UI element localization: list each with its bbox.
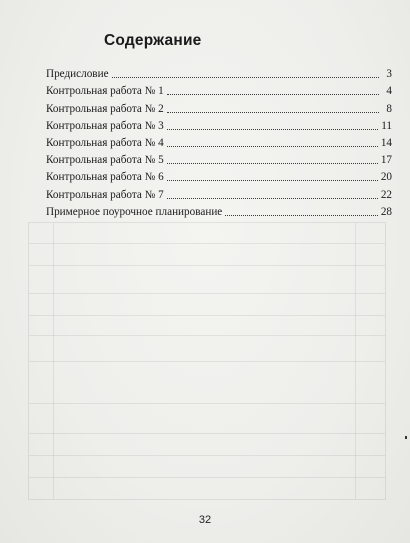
dot-leader	[167, 128, 379, 130]
toc-entry-label: Контрольная работа № 5	[46, 154, 164, 167]
dot-leader	[167, 111, 379, 113]
toc-entry[interactable]	[46, 167, 392, 184]
toc-entry-label: Контрольная работа № 3	[46, 119, 164, 132]
toc-entry[interactable]	[46, 98, 392, 115]
margin-mark	[405, 436, 407, 439]
toc-entry-label: Контрольная работа № 2	[46, 102, 164, 115]
toc-entry-page: 3	[386, 68, 392, 81]
toc-entry[interactable]	[46, 133, 392, 150]
dot-leader	[167, 197, 378, 199]
dot-leader	[167, 162, 378, 164]
toc-entry-page: 20	[380, 171, 392, 184]
page-number: 32	[198, 514, 212, 526]
dot-leader	[225, 214, 378, 216]
table-of-contents	[46, 64, 392, 219]
toc-entry-page: 17	[380, 154, 392, 167]
show-through-table	[28, 222, 386, 500]
dot-leader	[167, 145, 378, 147]
toc-entry[interactable]	[46, 116, 392, 133]
dot-leader	[167, 179, 378, 181]
toc-entry[interactable]	[46, 81, 392, 98]
toc-entry-label: Контрольная работа № 1	[46, 85, 164, 98]
toc-entry[interactable]	[46, 202, 392, 219]
toc-entry-page: 4	[386, 85, 392, 98]
toc-entry-label: Примерное поурочное планирование	[46, 205, 223, 218]
toc-entry-page: 8	[386, 102, 392, 115]
toc-entry-label: Контрольная работа № 4	[46, 136, 164, 149]
toc-entry-label: Предисловие	[46, 68, 109, 81]
page-title: Содержание	[104, 32, 202, 49]
toc-entry-page: 11	[381, 119, 392, 132]
toc-entry[interactable]	[46, 150, 392, 167]
toc-entry-label: Контрольная работа № 6	[46, 171, 164, 184]
toc-entry[interactable]	[46, 184, 392, 201]
toc-entry-page: 28	[380, 205, 392, 218]
toc-entry-label: Контрольная работа № 7	[46, 188, 164, 201]
toc-entry-page: 14	[380, 136, 392, 149]
toc-entry[interactable]	[46, 64, 392, 81]
dot-leader	[112, 76, 379, 78]
dot-leader	[167, 93, 379, 95]
toc-entry-page: 22	[380, 188, 392, 201]
